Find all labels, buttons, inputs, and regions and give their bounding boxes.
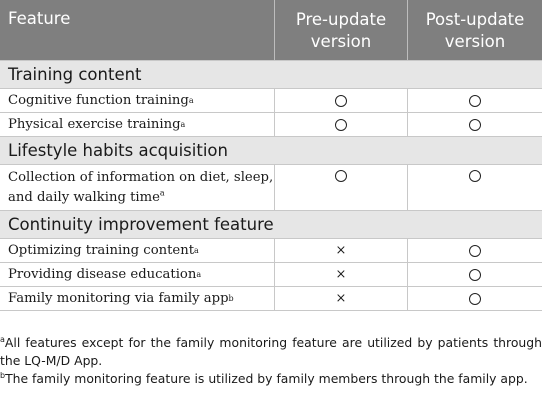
table-bottom-rule: [0, 310, 542, 311]
footnote-a: [0, 334, 542, 370]
table-row: [0, 88, 542, 112]
row-feature-text: Cognitive function training: [8, 93, 189, 108]
row-post-value: [407, 287, 542, 310]
header-post-line2: version: [444, 32, 506, 51]
circle-icon: [469, 245, 481, 257]
row-pre-value: ×: [274, 263, 407, 286]
circle-icon: [469, 119, 481, 131]
row-post-value: [407, 239, 542, 262]
row-feature: Family monitoring via family app b: [8, 291, 234, 306]
row-feature-text: Optimizing training content: [8, 243, 195, 258]
row-feature-text: Family monitoring via family app: [8, 291, 229, 306]
row-pre-value: [274, 113, 407, 136]
table-header: [0, 0, 542, 60]
table-row: [0, 164, 542, 210]
header-feature: Feature: [8, 9, 71, 28]
row-post-value: [407, 89, 542, 112]
circle-icon: [335, 119, 347, 131]
row-feature-text: Physical exercise training: [8, 117, 181, 132]
circle-icon: [469, 170, 481, 182]
footnote-mark: a: [159, 188, 165, 198]
header-pre-line1: Pre-update: [295, 10, 387, 29]
circle-icon: [469, 269, 481, 281]
header-post-line1: Post-update: [425, 10, 525, 29]
row-feature: Providing disease education a: [8, 267, 202, 282]
row-post-value: [407, 113, 542, 136]
row-feature: Cognitive function training a: [8, 93, 194, 108]
row-feature: [0, 165, 274, 210]
table-row: [0, 262, 542, 286]
table-footnotes: [0, 334, 542, 388]
header-pre-update: [274, 0, 407, 60]
table-row: [0, 238, 542, 262]
row-post-value: [407, 263, 542, 286]
table-row: [0, 112, 542, 136]
header-pre-line2: version: [310, 32, 372, 51]
circle-icon: [469, 95, 481, 107]
row-feature-line1: Collection of information on diet, sleep,: [8, 170, 274, 185]
footnote-a-text: All features except for the family monitoring feature are utilized by patients through the LQ-M/D App.: [0, 335, 542, 368]
row-feature: Physical exercise training a: [8, 117, 186, 132]
row-pre-value: ×: [274, 239, 407, 262]
footnote-b-text: The family monitoring feature is utilized by family members through the family app.: [5, 371, 528, 386]
circle-icon: [469, 293, 481, 305]
section-training-content: Training content: [0, 60, 542, 88]
circle-icon: [335, 95, 347, 107]
row-feature-text: Providing disease education: [8, 267, 197, 282]
row-feature-line2: and daily walking time: [8, 190, 160, 205]
row-pre-value: ×: [274, 287, 407, 310]
header-post-update: [407, 0, 542, 60]
table-row: [0, 286, 542, 310]
row-pre-value: [274, 165, 407, 210]
row-pre-value: [274, 89, 407, 112]
circle-icon: [335, 170, 347, 182]
footnote-b-mark: b: [0, 370, 6, 380]
row-feature: Optimizing training content a: [8, 243, 199, 258]
section-lifestyle-habits: Lifestyle habits acquisition: [0, 136, 542, 164]
row-post-value: [407, 165, 542, 210]
section-continuity-improvement: Continuity improvement feature: [0, 210, 542, 238]
footnote-b: [0, 370, 542, 388]
footnote-a-mark: a: [0, 334, 5, 344]
